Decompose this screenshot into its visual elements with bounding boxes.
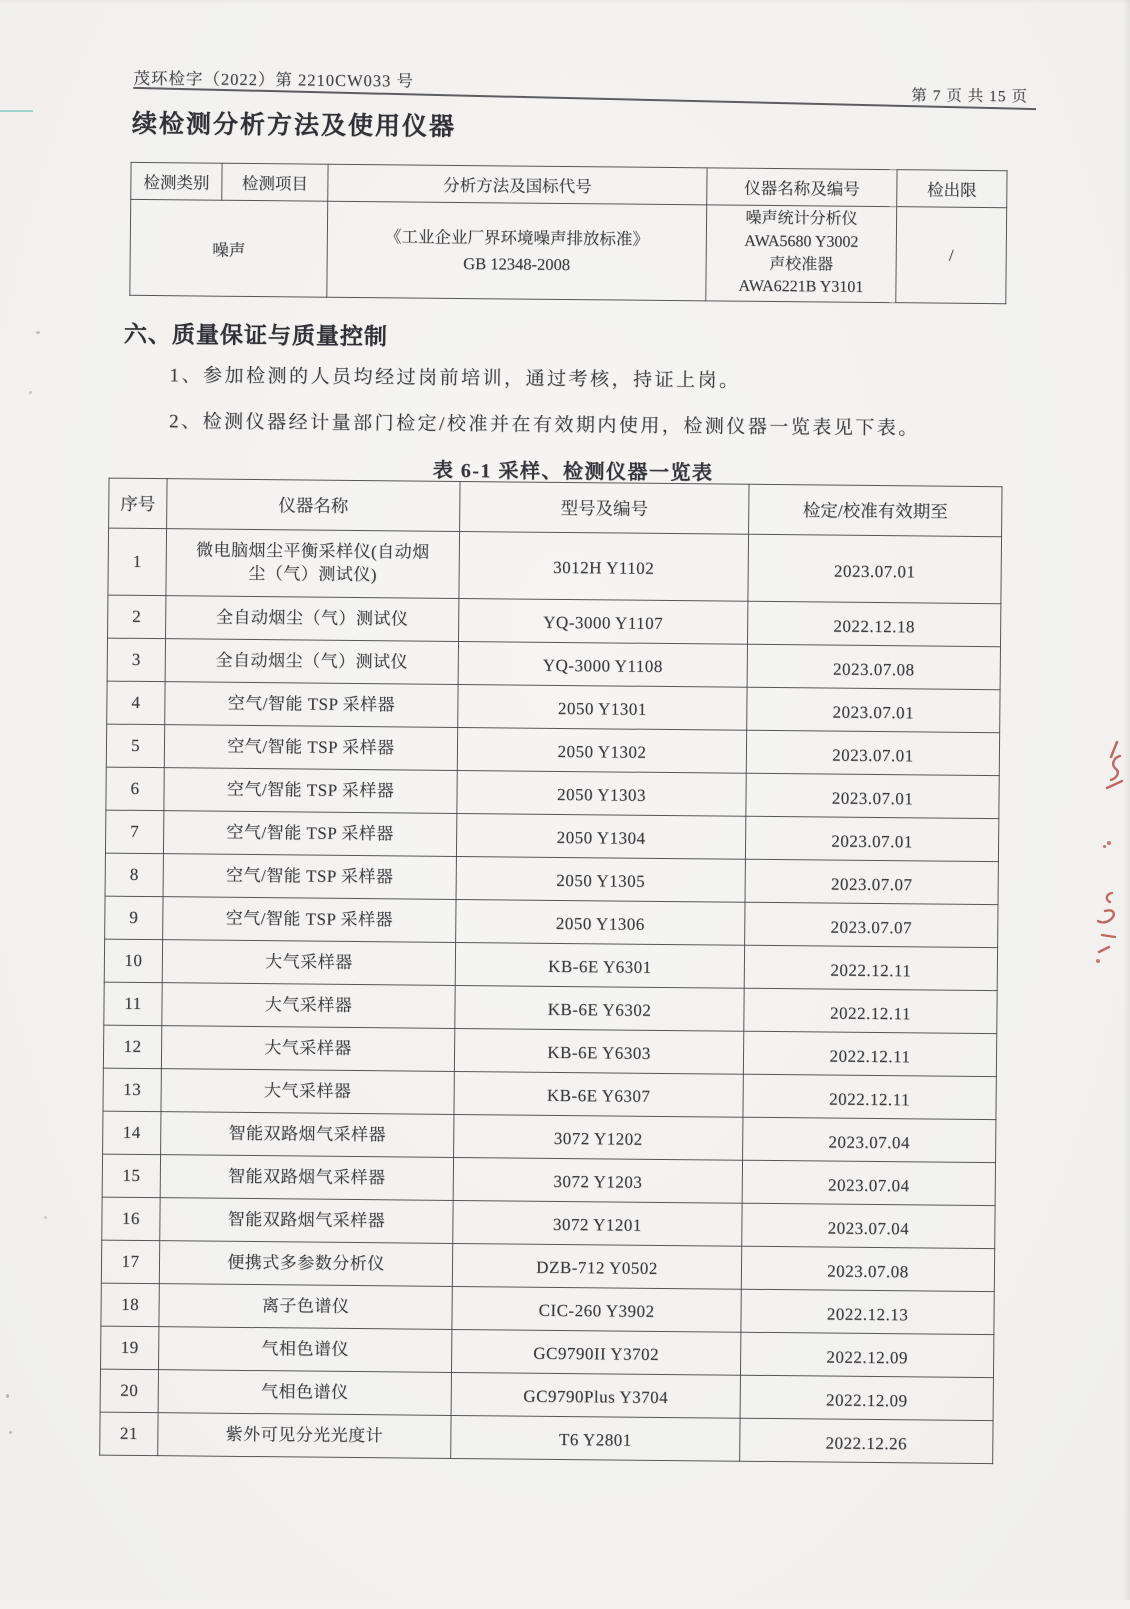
cell-no: 1 xyxy=(108,528,167,596)
cell-valid-until-date: 2023.07.04 xyxy=(742,1160,995,1205)
cell-model-number: GC9790II Y3702 xyxy=(451,1329,740,1375)
instrument-line: AWA5680 Y3002 xyxy=(744,232,859,251)
cell-instrument-name: 智能双路烟气采样器 xyxy=(160,1198,453,1244)
cell-no: 18 xyxy=(101,1283,159,1327)
cell-no: 19 xyxy=(101,1326,159,1370)
section-heading-qa: 六、质量保证与质量控制 xyxy=(123,321,389,350)
cell-model-number: T6 Y2801 xyxy=(451,1415,740,1461)
cell-valid-until-date: 2022.12.11 xyxy=(743,1074,996,1119)
scan-speck xyxy=(29,391,32,394)
scan-speck xyxy=(6,1394,9,1398)
cell-no: 14 xyxy=(103,1111,161,1155)
cell-instrument-name: 空气/智能 TSP 采样器 xyxy=(163,854,456,900)
cell-model-number: 2050 Y1303 xyxy=(457,770,746,816)
cell-no: 20 xyxy=(100,1369,158,1413)
scan-speck xyxy=(44,1216,47,1219)
col-header-name: 仪器名称 xyxy=(167,479,460,532)
col-header-detection-limit: 检出限 xyxy=(897,170,1007,208)
cell-no: 12 xyxy=(103,1025,161,1069)
instrument-table-header-row xyxy=(109,478,1002,537)
cell-valid-until-date: 2023.07.01 xyxy=(745,816,998,861)
cell-model-number: DZB-712 Y0502 xyxy=(452,1243,741,1289)
cell-no: 4 xyxy=(107,681,165,725)
cell-instrument-name: 空气/智能 TSP 采样器 xyxy=(164,768,457,814)
cell-model-number: 2050 Y1305 xyxy=(456,856,745,902)
col-header-item: 检测项目 xyxy=(222,163,328,201)
cell-model-number: CIC-260 Y3902 xyxy=(452,1286,741,1332)
cell-valid-until-date: 2022.12.18 xyxy=(747,601,1000,646)
cell-valid-until-date: 2022.12.11 xyxy=(744,988,997,1033)
cell-instrument-name: 便携式多参数分析仪 xyxy=(159,1241,452,1287)
cell-no: 16 xyxy=(102,1197,160,1241)
cell-valid-until-date: 2023.07.01 xyxy=(746,730,999,775)
cell-detection-limit: / xyxy=(896,207,1007,304)
cell-instrument-name: 气相色谱仪 xyxy=(159,1327,452,1373)
cell-instrument-name: 微电脑烟尘平衡采样仪(自动烟尘（气）测试仪) xyxy=(166,529,460,599)
cell-valid-until-date: 2023.07.08 xyxy=(741,1246,994,1291)
cell-valid-until-date: 2023.07.01 xyxy=(746,773,999,818)
cell-valid-until-date: 2022.12.09 xyxy=(740,1375,993,1420)
instrument-table-caption: 表 6-1 采样、检测仪器一览表 xyxy=(432,459,714,485)
cell-instrument-name: 智能双路烟气采样器 xyxy=(161,1112,454,1158)
red-speck xyxy=(1103,845,1106,848)
col-header-method: 分析方法及国标代号 xyxy=(328,164,707,205)
instrument-table xyxy=(99,478,1002,1465)
cell-model-number: YQ-3000 Y1107 xyxy=(459,598,748,644)
instrument-table-body xyxy=(100,528,1002,1464)
cell-model-number: 2050 Y1304 xyxy=(456,813,745,859)
cell-valid-until-date: 2023.07.07 xyxy=(745,902,998,947)
col-header-no: 序号 xyxy=(109,478,167,529)
cell-method xyxy=(327,201,707,301)
cell-valid-until-date: 2023.07.01 xyxy=(747,687,1000,732)
instrument-line: 声校准器 xyxy=(769,255,834,274)
cell-instrument-name: 大气采样器 xyxy=(162,983,455,1029)
cell-instrument-name: 气相色谱仪 xyxy=(158,1370,451,1416)
cell-no: 9 xyxy=(105,896,163,940)
instrument-line: AWA6221B Y3101 xyxy=(738,277,864,297)
cell-model-number: 3072 Y1203 xyxy=(453,1157,742,1203)
doc-number: 茂环检字（2022）第 2210CW033 号 xyxy=(133,68,415,91)
cell-no: 3 xyxy=(107,638,165,682)
scan-speck xyxy=(36,331,40,334)
cell-no: 13 xyxy=(103,1068,161,1112)
cell-instrument-name: 空气/智能 TSP 采样器 xyxy=(163,897,456,943)
qa-paragraph-1: 1、参加检测的人员均经过岗前培训，通过考核，持证上岗。 xyxy=(169,365,741,392)
cell-model-number: KB-6E Y6303 xyxy=(454,1028,743,1074)
cell-model-number: 3072 Y1202 xyxy=(454,1114,743,1160)
cell-valid-until-date: 2022.12.11 xyxy=(744,945,997,990)
cell-instrument xyxy=(706,205,897,303)
cell-instrument-name: 智能双路烟气采样器 xyxy=(160,1155,453,1201)
cell-valid-until-date: 2022.12.13 xyxy=(741,1289,994,1334)
cell-model-number: 2050 Y1301 xyxy=(458,684,747,730)
col-header-instrument: 仪器名称及编号 xyxy=(707,168,897,207)
cell-valid-until-date: 2022.12.11 xyxy=(743,1031,996,1076)
cell-no: 17 xyxy=(101,1240,159,1284)
cell-valid-until-date: 2023.07.07 xyxy=(745,859,998,904)
qa-paragraph-2: 2、检测仪器经计量部门检定/校准并在有效期内使用，检测仪器一览表见下表。 xyxy=(169,411,920,440)
cell-model-number: KB-6E Y6301 xyxy=(455,942,744,988)
cell-instrument-name: 全自动烟尘（气）测试仪 xyxy=(165,639,458,685)
cell-model-number: YQ-3000 Y1108 xyxy=(458,641,747,687)
instrument-line: 噪声统计分析仪 xyxy=(745,209,858,228)
red-pen-marks xyxy=(1090,730,1130,970)
scanner-teal-streak xyxy=(0,110,33,112)
table-row xyxy=(100,1412,993,1464)
cell-model-number: KB-6E Y6307 xyxy=(454,1071,743,1117)
cell-instrument-name: 离子色谱仪 xyxy=(159,1284,452,1330)
method-table-row xyxy=(130,199,1007,303)
method-standard-name: 《工业企业厂界环境噪声排放标准》 xyxy=(384,227,649,249)
cell-valid-until-date: 2022.12.09 xyxy=(740,1332,993,1377)
cell-instrument-name: 大气采样器 xyxy=(161,1069,454,1115)
cell-valid-until-date: 2023.07.04 xyxy=(742,1203,995,1248)
cell-no: 8 xyxy=(105,853,163,897)
cell-test-item: 噪声 xyxy=(130,199,328,297)
cell-model-number: 2050 Y1306 xyxy=(456,899,745,945)
cell-model-number: GC9790Plus Y3704 xyxy=(451,1372,740,1418)
cell-model-number: 3012H Y1102 xyxy=(459,531,749,601)
cell-model-number: 2050 Y1302 xyxy=(457,727,746,773)
table-row xyxy=(108,528,1002,604)
scan-speck xyxy=(9,1431,12,1434)
col-header-valid-until: 检定/校准有效期至 xyxy=(749,484,1002,536)
method-table xyxy=(129,162,1007,304)
page-indicator: 第 7 页 共 15 页 xyxy=(911,87,1028,106)
cell-valid-until-date: 2023.07.01 xyxy=(748,534,1002,603)
col-header-category: 检测类别 xyxy=(131,162,222,200)
cell-no: 10 xyxy=(104,939,162,983)
cell-instrument-name: 大气采样器 xyxy=(161,1026,454,1072)
cell-no: 6 xyxy=(106,767,164,811)
page-title: 续检测分析方法及使用仪器 xyxy=(131,110,457,141)
cell-instrument-name: 全自动烟尘（气）测试仪 xyxy=(166,596,459,642)
cell-instrument-name: 空气/智能 TSP 采样器 xyxy=(163,811,456,857)
cell-no: 21 xyxy=(100,1412,158,1456)
col-header-model: 型号及编号 xyxy=(460,481,749,534)
cell-valid-until-date: 2023.07.04 xyxy=(743,1117,996,1162)
cell-instrument-name: 空气/智能 TSP 采样器 xyxy=(165,682,458,728)
cell-no: 15 xyxy=(102,1154,160,1198)
cell-instrument-name: 大气采样器 xyxy=(162,940,455,986)
cell-no: 7 xyxy=(105,810,163,854)
cell-no: 5 xyxy=(106,724,164,768)
cell-model-number: 3072 Y1201 xyxy=(453,1200,742,1246)
cell-valid-until-date: 2022.12.26 xyxy=(740,1418,993,1463)
cell-model-number: KB-6E Y6302 xyxy=(455,985,744,1031)
cell-valid-until-date: 2023.07.08 xyxy=(747,644,1000,689)
cell-no: 11 xyxy=(104,982,162,1026)
cell-instrument-name: 空气/智能 TSP 采样器 xyxy=(164,725,457,771)
cell-no: 2 xyxy=(108,595,166,639)
cell-instrument-name: 紫外可见分光光度计 xyxy=(158,1413,451,1459)
method-standard-code: GB 12348-2008 xyxy=(463,253,571,274)
